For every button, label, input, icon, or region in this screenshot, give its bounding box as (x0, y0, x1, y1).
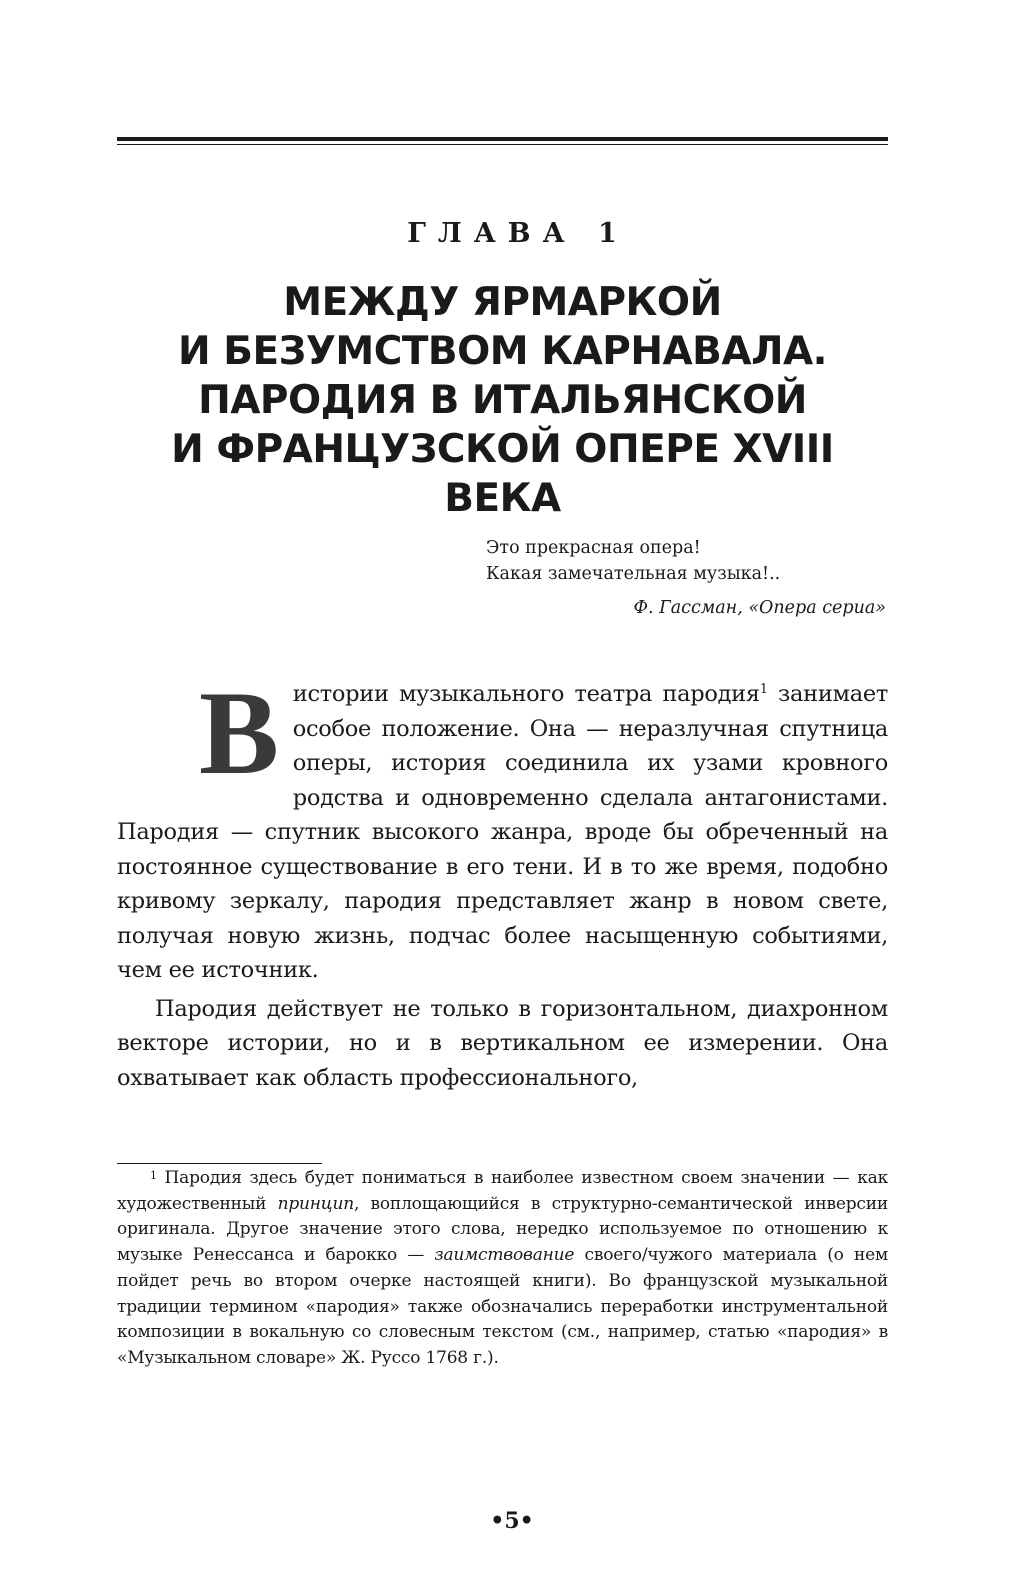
footnote-rule (117, 1163, 322, 1164)
footnote-reference: 1 (759, 682, 768, 697)
epigraph-line: Какая замечательная музыка!.. (486, 564, 781, 584)
footnote-part: , воплощающийся в структурно-семантической инверсии оригинала. Другое значение этого слова, нередко используемое по отношению к музыке Ренессанса и барокко — (117, 1193, 888, 1266)
paragraph-1-start: истории музыкального театра пародия (292, 681, 760, 707)
chapter-title-line: И ФРАНЦУЗСКОЙ ОПЕРЕ XVIII ВЕКА (171, 427, 834, 521)
chapter-title-line: МЕЖДУ ЯРМАРКОЙ (283, 280, 722, 325)
paragraph-2: Пародия действует не только в горизонтальном, диахронном векторе истории, но и в вертикальном ее измерении. Она охватывает как область профессионального, (117, 995, 888, 1091)
drop-cap: В (199, 666, 279, 799)
chapter-title (110, 278, 895, 523)
footnote-part: своего/чужого материала (о нем пойдет речь во втором очерке настоящей книги). Во французской музыкальной традиции термином «пародия» также обозначались переработки инструментальной композиции в вокальную со словесным текстом (см., например, статью «пародия» в «Музыкальном словаре» Ж. Руссо 1768 г.). (117, 1245, 888, 1368)
footnote-number: 1 (150, 1169, 157, 1182)
epigraph (486, 535, 886, 621)
epigraph-attribution: Ф. Гассман, «Опера сериа» (633, 598, 886, 618)
chapter-title-line: ПАРОДИЯ В ИТАЛЬЯНСКОЙ (198, 378, 807, 423)
chapter-title-line: И БЕЗУМСТВОМ КАРНАВАЛА. (178, 329, 827, 374)
paragraph-1 (117, 666, 889, 988)
footnote-text (117, 1166, 888, 1372)
footnote-emphasis: заимствование (434, 1245, 575, 1266)
body-text (117, 666, 889, 1095)
epigraph-line: Это прекрасная опера! (486, 538, 701, 558)
chapter-label: ГЛАВА 1 (407, 218, 629, 249)
header-rule-thin (117, 144, 888, 145)
header-rule (117, 137, 888, 145)
page-number: •5• (490, 1508, 534, 1534)
footnote-emphasis: принцип (277, 1193, 354, 1214)
header-rule-thick (117, 137, 888, 141)
footnote-part: Пародия здесь будет пониматься в наиболее известном своем значении — как художественный (117, 1168, 888, 1214)
paragraph-1-rest: занимает особое положение. Она — неразлучная спутница оперы, история соединила их узами кровного родства и одновременно сделала антагонистами. Пародия — спутник высокого жанра, вроде бы обреченный на постоянное существование в его тени. И в то же время, подобно кривому зеркалу, пародия представляет жанр в новом свете, получая новую жизнь, подчас более насыщенную событиями, чем ее источник. (117, 681, 889, 983)
footnote (117, 1166, 888, 1372)
